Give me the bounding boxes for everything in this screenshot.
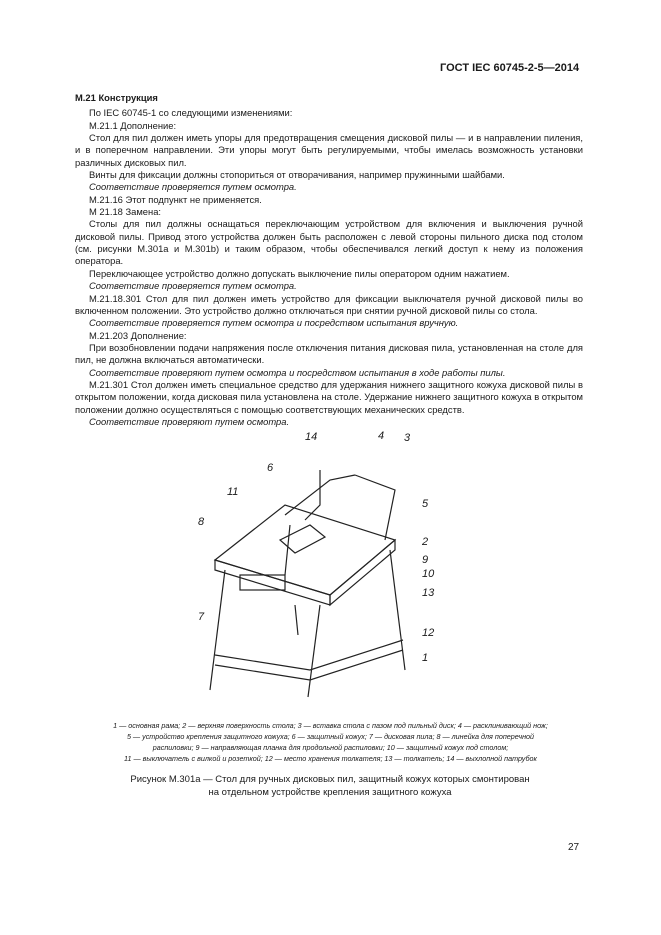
paragraph: Винты для фиксации должны стопориться от отворачивания, например пружинными шайбами.	[89, 169, 505, 181]
leg-front-right	[308, 605, 320, 697]
callout-label: 13	[422, 587, 435, 599]
legend-line: 11 — выключатель с вилкой и розеткой; 12 — место хранения толкателя; 13 — толкатель; 14 — выхлопной патрубок	[124, 754, 537, 763]
section-content	[75, 92, 583, 428]
paragraph: M.21.301 Стол должен иметь специальное средство для удержания нижнего защитного кожуха дисковой пилы в открытом положении, когда дисковая пила установлена на столе. Удержание нижнего защитного кожуха в открытом положении должно осуществляться с помощью соответствующих механических средств.	[75, 378, 583, 415]
paragraph: Соответствие проверяют путем осмотра.	[89, 415, 290, 427]
table-top-outline	[215, 505, 395, 595]
callout-label: 14	[305, 431, 318, 443]
push-stick-line	[295, 605, 298, 635]
paragraph: Соответствие проверяют путем осмотра и посредством испытания в ходе работы пилы.	[89, 366, 506, 378]
figure-legend	[48, 720, 613, 764]
page-number: 27	[568, 842, 580, 853]
paragraph: Соответствие проверяется путем осмотра.	[89, 181, 297, 193]
paragraph-list	[75, 107, 583, 428]
paragraph: Соответствие проверяется путем осмотра и посредством испытания вручную.	[89, 317, 459, 329]
paragraph: По IEC 60745-1 со следующими изменениями:	[89, 107, 293, 119]
callout-label: 3	[404, 432, 411, 444]
callout-label: 12	[422, 627, 435, 639]
paragraph: Переключающее устройство должно допускать выключение пилы оператором одним нажатием.	[89, 267, 510, 279]
lower-frame-back	[215, 650, 403, 680]
paragraph: Столы для пил должны оснащаться переключающим устройством для включения и выключения ручной дисковой пилы. Привод этого устройства должен быть расположен с левой стороны пильного диска под столом (см. рисунки M.301a и M.301b) и таким образом, чтобы обеспечивался легкий доступ к нему из положения оператора.	[75, 218, 583, 267]
callout-label: 4	[378, 430, 385, 442]
callout-label: 7	[198, 611, 205, 623]
legend-line: 1 — основная рама; 2 — верхняя поверхность стола; 3 — вставка стола с пазом под пильный диск; 4 — расклинивающий нож;	[113, 721, 548, 730]
paragraph: M 21.18 Замена:	[89, 206, 162, 218]
table-side-edge	[330, 540, 395, 605]
paragraph: M.21.203 Дополнение:	[89, 329, 187, 341]
guard-support-arm	[355, 475, 395, 540]
callout-label: 5	[422, 498, 429, 510]
paragraph: M.21.16 Этот подпункт не применяется.	[89, 193, 262, 205]
table-front-edge	[215, 560, 330, 605]
paragraph: Стол для пил должен иметь упоры для предотвращения смещения дисковой пилы — и в направлении пиления, и в поперечном направлении. Эти упоры могут быть регулируемыми, чтобы имелась возможность установки различных дисковых пил.	[75, 132, 583, 168]
callout-label: 10	[422, 568, 435, 580]
section-title: M.21 Конструкция	[75, 92, 158, 103]
saw-motor-shape	[240, 575, 285, 590]
lower-frame-front	[215, 640, 403, 670]
figure-caption	[70, 773, 590, 799]
leg-front-left	[210, 570, 225, 690]
callout-label: 11	[227, 486, 239, 498]
paragraph: M.21.1 Дополнение:	[89, 119, 177, 131]
callout-label: 2	[422, 536, 429, 548]
standard-header: ГОСТ IEC 60745-2-5—2014	[440, 62, 580, 74]
blade-guard-shape	[280, 525, 325, 553]
paragraph: M.21.18.301 Стол для пил должен иметь устройство для фиксации выключателя ручной дисковой пилы во включенном положении. Это устройство должно отключаться при снятии ручной дисковой пилы со стола.	[75, 292, 583, 316]
legend-line: 5 — устройство крепления защитного кожуха; 6 — защитный кожух; 7 — дисковая пила; 8 — линейка для поперечной	[126, 732, 535, 741]
figure-saw-table	[190, 425, 450, 700]
callout-label: 1	[422, 652, 429, 664]
leg-back-left	[285, 525, 290, 575]
caption-line: на отдельном устройстве крепления защитного кожуха	[208, 787, 452, 798]
paragraph: Соответствие проверяется путем осмотра.	[89, 280, 297, 292]
callout-label: 6	[267, 462, 274, 474]
callout-label: 8	[198, 516, 205, 528]
saw-table-drawing	[190, 425, 450, 700]
caption-line: Рисунок M.301a — Стол для ручных дисковых пил, защитный кожух которых смонтирован	[130, 774, 530, 785]
callout-label: 9	[422, 554, 429, 566]
paragraph: При возобновлении подачи напряжения после отключения питания дисковая пила, установленная на столе для пил, не должна включаться автоматически.	[75, 341, 583, 366]
legend-line: распиловки; 9 — направляющая планка для продольной распиловки; 10 — защитный кожух под столом;	[152, 743, 509, 752]
